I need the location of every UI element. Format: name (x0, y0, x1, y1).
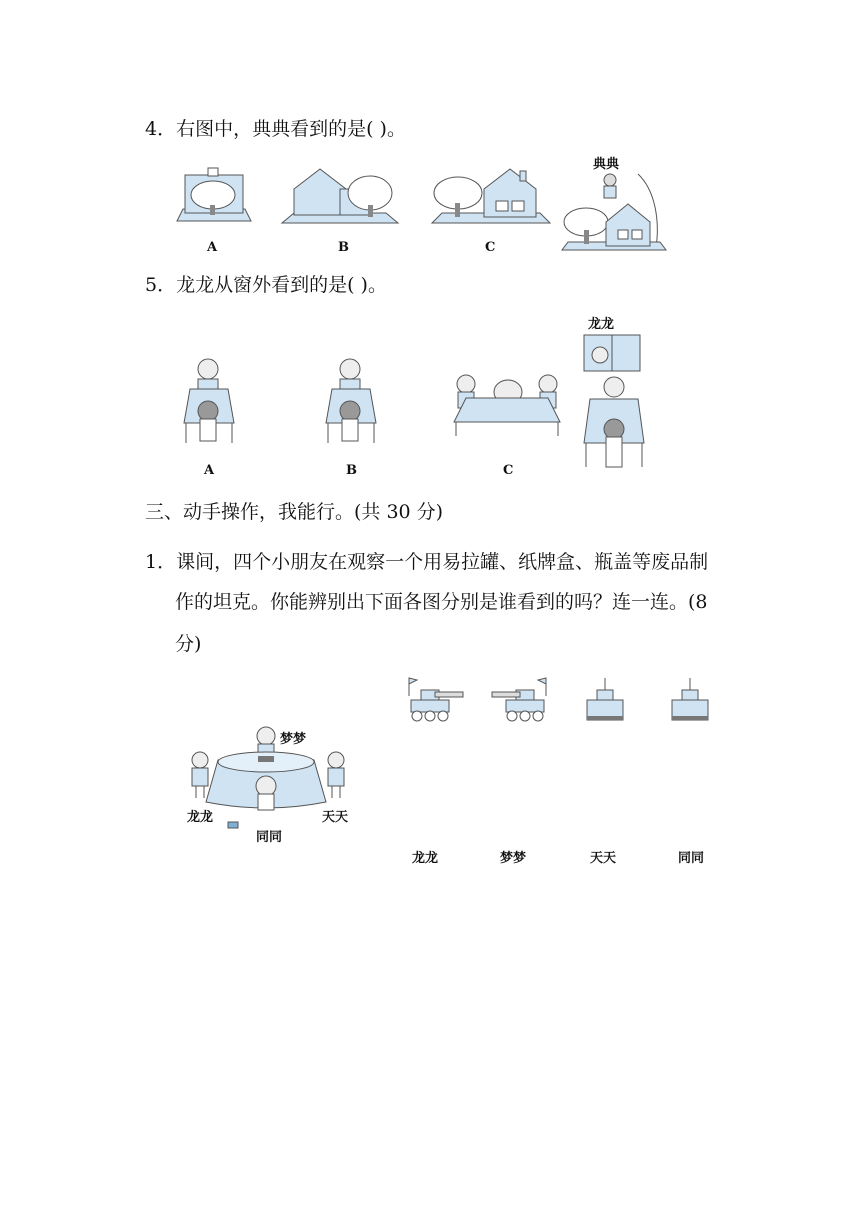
question-4-text: 4．右图中，典典看到的是( )。 (145, 118, 406, 140)
scene-name-tongtong: 同同 (256, 830, 283, 845)
tank-view-1[interactable] (405, 676, 465, 724)
q5-option-a-label: A (204, 463, 215, 478)
q5-option-b-figure (320, 355, 382, 445)
question-5-text: 5．龙龙从窗外看到的是( )。 (145, 274, 387, 296)
q5-observer-name: 龙龙 (588, 317, 615, 332)
q4-option-a-figure (175, 165, 253, 225)
scene-name-mengmeng: 梦梦 (280, 732, 307, 747)
section-3-heading: 三、动手操作，我能行。(共 30 分) (145, 501, 444, 523)
match-name-mengmeng[interactable]: 梦梦 (500, 851, 527, 866)
scene-name-tiantian: 天天 (322, 810, 349, 825)
match-name-tiantian[interactable]: 天天 (590, 851, 617, 866)
q4-observer-name: 典典 (593, 157, 620, 172)
question-1-line-3: 分) (175, 633, 202, 655)
q5-option-c-figure (452, 372, 562, 438)
q4-option-b-label: B (338, 240, 349, 255)
q4-scene-figure (560, 170, 670, 254)
q4-option-c-label: C (485, 240, 496, 255)
q4-option-c-figure (430, 165, 552, 227)
q5-option-b-label: B (346, 463, 357, 478)
q5-option-a-figure (178, 355, 240, 445)
q5-option-c-label: C (503, 463, 514, 478)
scene-name-longlong: 龙龙 (187, 810, 214, 825)
q5-scene-figure (582, 333, 648, 473)
tank-view-4[interactable] (670, 676, 710, 724)
match-name-longlong[interactable]: 龙龙 (412, 851, 439, 866)
match-name-tongtong[interactable]: 同同 (678, 851, 705, 866)
question-1-line-1: 1．课间，四个小朋友在观察一个用易拉罐、纸牌盒、瓶盖等废品制 (145, 551, 709, 573)
tank-view-3[interactable] (585, 676, 625, 724)
q4-option-a-label: A (207, 240, 218, 255)
tank-view-2[interactable] (490, 676, 550, 724)
question-1-line-2: 作的坦克。你能辨别出下面各图分别是谁看到的吗？连一连。(8 (175, 591, 708, 613)
q4-option-b-figure (280, 165, 400, 227)
